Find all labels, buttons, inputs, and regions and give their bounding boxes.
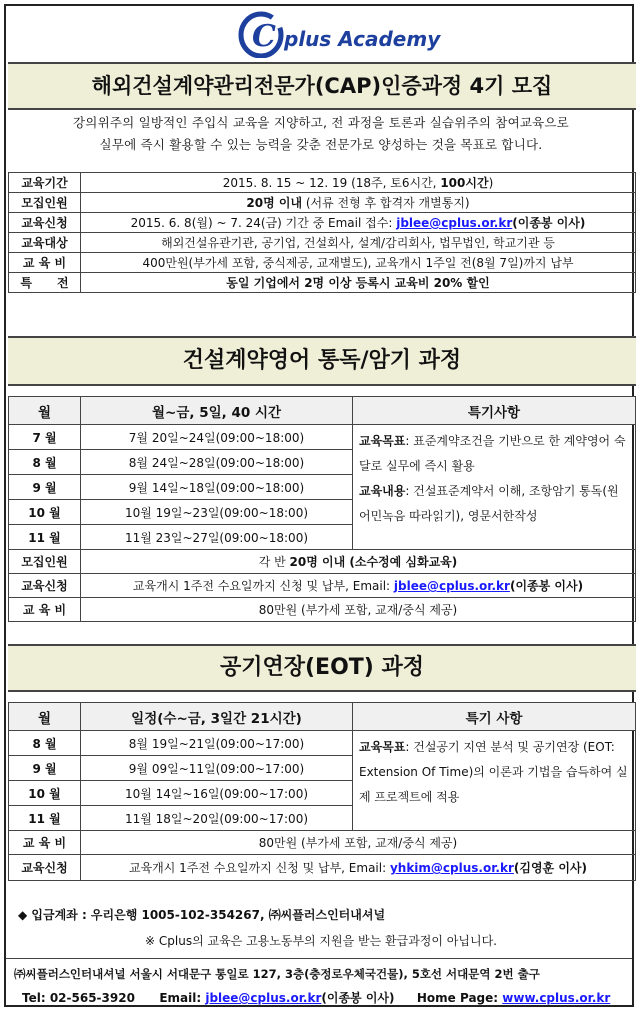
- cap-value-fee: 400만원(부가세 포함, 중식제공, 교재별도), 교육개시 1주일 전(8월 7일)까지 납부: [81, 253, 636, 273]
- english-title: 건설계약영어 통독/암기 과정: [8, 336, 636, 386]
- english-col-month: 월: [9, 397, 81, 425]
- cap-label-fee: 교 육 비: [9, 253, 81, 273]
- english-apply-label: 교육신청: [9, 574, 81, 598]
- eot-title: 공기연장(EOT) 과정: [8, 644, 636, 692]
- english-dates: 7월 20일~24일(09:00~18:00): [81, 425, 353, 450]
- english-month: 11 월: [9, 525, 81, 550]
- refund-notice: ※ Cplus의 교육은 고용노동부의 지원을 받는 환급과정이 아닙니다.: [145, 934, 497, 948]
- english-apply-value: 교육개시 1주전 수요일까지 신청 및 납부, Email: jblee@cplus.or.kr(이종봉 이사): [81, 574, 636, 598]
- cap-label-recruit: 모집인원: [9, 193, 81, 213]
- cap-row-period: [9, 173, 636, 193]
- english-row-apply: [9, 574, 636, 598]
- english-goal-text: : 표준계약조건을 기반으로 한 계약영어 숙달로 실무에 즉시 활용: [359, 434, 626, 473]
- cplus-logo-icon: [6, 6, 636, 58]
- english-fee-value: 80만원 (부가세 포함, 교재/중식 제공): [81, 598, 636, 622]
- english-row-recruit: [9, 550, 636, 574]
- contact-line: [22, 989, 610, 1006]
- english-dates: 11월 23일~27일(09:00~18:00): [81, 525, 353, 550]
- eot-apply-value: 교육개시 1주전 수요일까지 신청 및 납부, Email: yhkim@cplus.or.kr(김영훈 이사): [81, 855, 636, 881]
- cap-label-target: 교육대상: [9, 233, 81, 253]
- eot-month: 8 월: [9, 731, 81, 756]
- english-month: 9 월: [9, 475, 81, 500]
- cap-info-table: [8, 172, 636, 293]
- homepage-link[interactable]: www.cplus.or.kr: [502, 991, 611, 1005]
- english-goal-label: 교육목표: [359, 434, 406, 448]
- cap-title: 해외건설계약관리전문가(CAP)인증과정 4기 모집: [8, 62, 636, 110]
- eot-row-8: [9, 731, 636, 756]
- eot-dates: 9월 09일~11일(09:00~17:00): [81, 756, 353, 781]
- eot-col-schedule: 일정(수~금, 3일간 21시간): [81, 703, 353, 731]
- english-header-row: [9, 397, 636, 425]
- eot-month: 11 월: [9, 806, 81, 831]
- cap-row-target: [9, 233, 636, 253]
- eot-apply-label: 교육신청: [9, 855, 81, 881]
- english-month: 10 월: [9, 500, 81, 525]
- english-content-label: 교육내용: [359, 484, 406, 498]
- cap-label-apply: 교육신청: [9, 213, 81, 233]
- cap-label-benefit: 특 전: [9, 273, 81, 293]
- english-dates: 10월 19일~23일(09:00~18:00): [81, 500, 353, 525]
- english-recruit-label: 모집인원: [9, 550, 81, 574]
- eot-row-apply: [9, 855, 636, 881]
- logo-text: plus Academy: [284, 27, 441, 51]
- english-email-link[interactable]: jblee@cplus.or.kr: [393, 579, 510, 593]
- english-dates: 9월 14일~18일(09:00~18:00): [81, 475, 353, 500]
- eot-row-fee: [9, 831, 636, 855]
- eot-col-month: 월: [9, 703, 81, 731]
- cap-row-fee: [9, 253, 636, 273]
- cap-value-period: 2015. 8. 15 ~ 12. 19 (18주, 토6시간, 100시간): [81, 173, 636, 193]
- english-table: [8, 396, 636, 622]
- eot-header-row: [9, 703, 636, 731]
- logo: [6, 6, 636, 58]
- english-dates: 8월 24일~28일(09:00~18:00): [81, 450, 353, 475]
- eot-month: 10 월: [9, 781, 81, 806]
- cap-label-period: 교육기간: [9, 173, 81, 193]
- eot-col-notes: 특기 사항: [353, 703, 636, 731]
- cap-row-benefit: [9, 273, 636, 293]
- cap-value-benefit: 동일 기업에서 2명 이상 등록시 교육비 20% 할인: [81, 273, 636, 293]
- eot-email-link[interactable]: yhkim@cplus.or.kr: [389, 861, 514, 875]
- cap-row-apply: [9, 213, 636, 233]
- english-recruit-value: 각 반 20명 이내 (소수정예 심화교육): [81, 550, 636, 574]
- eot-table: [8, 702, 636, 881]
- english-col-schedule: 월~금, 5일, 40 시간: [81, 397, 353, 425]
- english-fee-label: 교 육 비: [9, 598, 81, 622]
- english-row-7: [9, 425, 636, 450]
- cap-intro-line2: 실무에 즉시 활용할 수 있는 능력을 갖춘 전문가로 양성하는 것을 목표로 합니다.: [99, 137, 543, 152]
- eot-month: 9 월: [9, 756, 81, 781]
- homepage-label: Home Page:: [416, 991, 503, 1005]
- eot-fee-label: 교 육 비: [9, 831, 81, 855]
- cap-value-recruit: 20명 이내 (서류 전형 후 합격자 개별통지): [81, 193, 636, 213]
- logo-letter: C: [252, 19, 276, 54]
- cap-email-link[interactable]: jblee@cplus.or.kr: [396, 216, 513, 230]
- eot-fee-value: 80만원 (부가세 포함, 교재/중식 제공): [81, 831, 636, 855]
- eot-goal-text: : 건설공기 지연 분석 및 공기연장 (EOT: Extension Of Time)의 이론과 기법을 습득하여 실제 프로젝트에 적용: [359, 740, 628, 804]
- english-notes: [353, 425, 636, 550]
- eot-dates: 10월 14일~16일(09:00~17:00): [81, 781, 353, 806]
- contact-email-person: (이종봉 이사): [321, 991, 395, 1005]
- eot-dates: 8월 19일~21일(09:00~17:00): [81, 731, 353, 756]
- english-col-notes: 특기사항: [353, 397, 636, 425]
- cap-row-recruit: [9, 193, 636, 213]
- footer-divider: [6, 958, 632, 959]
- english-month: 7 월: [9, 425, 81, 450]
- english-row-fee: [9, 598, 636, 622]
- contact-tel: Tel: 02-565-3920: [22, 991, 135, 1005]
- cap-intro: [14, 112, 628, 156]
- eot-goal-label: 교육목표: [359, 740, 406, 754]
- contact-email-link[interactable]: jblee@cplus.or.kr: [205, 991, 322, 1005]
- bank-account: ◆ 입금계좌 : 우리은행 1005-102-354267, ㈜씨플러스인터내셔널: [18, 908, 386, 922]
- english-month: 8 월: [9, 450, 81, 475]
- eot-dates: 11월 18일~20일(09:00~17:00): [81, 806, 353, 831]
- flyer-frame: [4, 4, 634, 1007]
- cap-intro-line1: 강의위주의 일방적인 주입식 교육을 지양하고, 전 과정을 토론과 실습위주의 참여교육으로: [73, 115, 569, 130]
- cap-value-target: 해외건설유관기관, 공기업, 건설회사, 설계/감리회사, 법무법인, 학교기관 등: [81, 233, 636, 253]
- contact-email-label: Email:: [159, 991, 206, 1005]
- company-address: ㈜씨플러스인터내셔널 서울시 서대문구 통일로 127, 3층(충정로우체국건물), 5호선 서대문역 2번 출구: [14, 967, 540, 981]
- eot-notes: [353, 731, 636, 831]
- english-content-text: : 건설표준계약서 이해, 조항암기 통독(원어민녹음 따라읽기), 영문서한작성: [359, 484, 619, 523]
- cap-value-apply: 2015. 6. 8(월) ~ 7. 24(금) 기간 중 Email 접수: jblee@cplus.or.kr(이종봉 이사): [81, 213, 636, 233]
